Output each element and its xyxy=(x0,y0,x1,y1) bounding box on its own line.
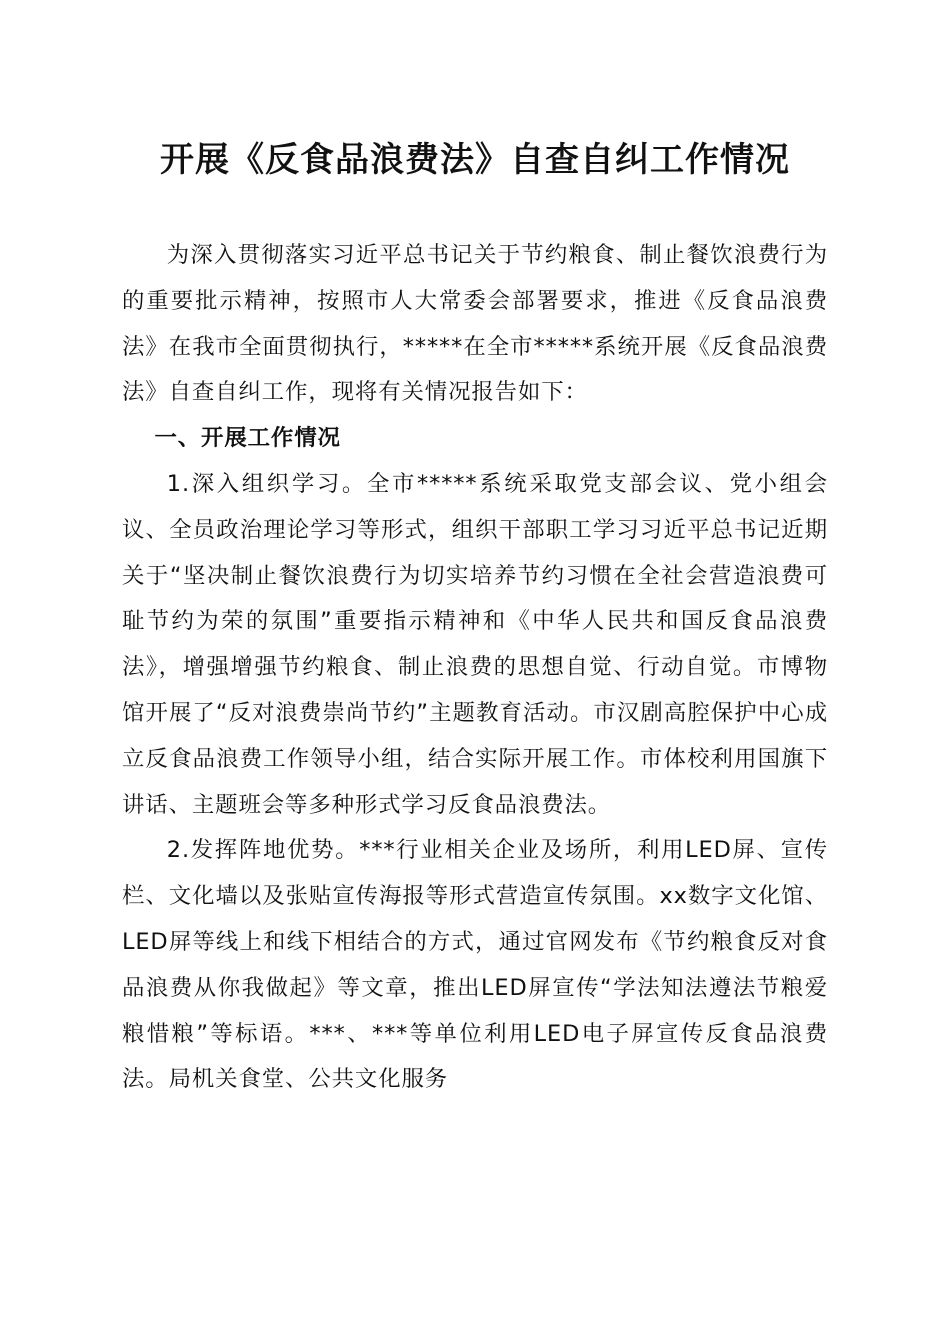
paragraph-publicity: 2.发挥阵地优势。***行业相关企业及场所，利用LED屏、宣传栏、文化墙以及张贴宣传海报等形式营造宣传氛围。xx数字文化馆、LED屏等线上和线下相结合的方式，通过官网发布《节约粮食反对食品浪费从你我做起》等文章，推出LED屏宣传“学法知法遵法节粮爱粮惜粮”等标语。***、***等单位利用LED电子屏宣传反食品浪费法。局机关食堂、公共文化服务 xyxy=(122,837,828,1093)
section-heading: 一、开展工作情况 xyxy=(154,425,341,452)
document-title: 开展《反食品浪费法》自查自纠工作情况 xyxy=(160,140,790,180)
document-body xyxy=(122,233,828,1103)
paragraph-study: 1.深入组织学习。全市*****系统采取党支部会议、党小组会议、全员政治理论学习等形式，组织干部职工学习习近平总书记近期关于“坚决制止餐饮浪费行为切实培养节约习惯在全社会营造浪费可耻节约为荣的氛围”重要指示精神和《中华人民共和国反食品浪费法》，增强增强节约粮食、制止浪费的思想自觉、行动自觉。市博物馆开展了“反对浪费崇尚节约”主题教育活动。市汉剧高腔保护中心成立反食品浪费工作领导小组，结合实际开展工作。市体校利用国旗下讲话、主题班会等多种形式学习反食品浪费法。 xyxy=(122,470,828,818)
intro-paragraph: 为深入贯彻落实习近平总书记关于节约粮食、制止餐饮浪费行为的重要批示精神，按照市人大常委会部署要求，推进《反食品浪费法》在我市全面贯彻执行，*****在全市*****系统开展《反食品浪费法》自查自纠工作，现将有关情况报告如下： xyxy=(122,242,828,406)
